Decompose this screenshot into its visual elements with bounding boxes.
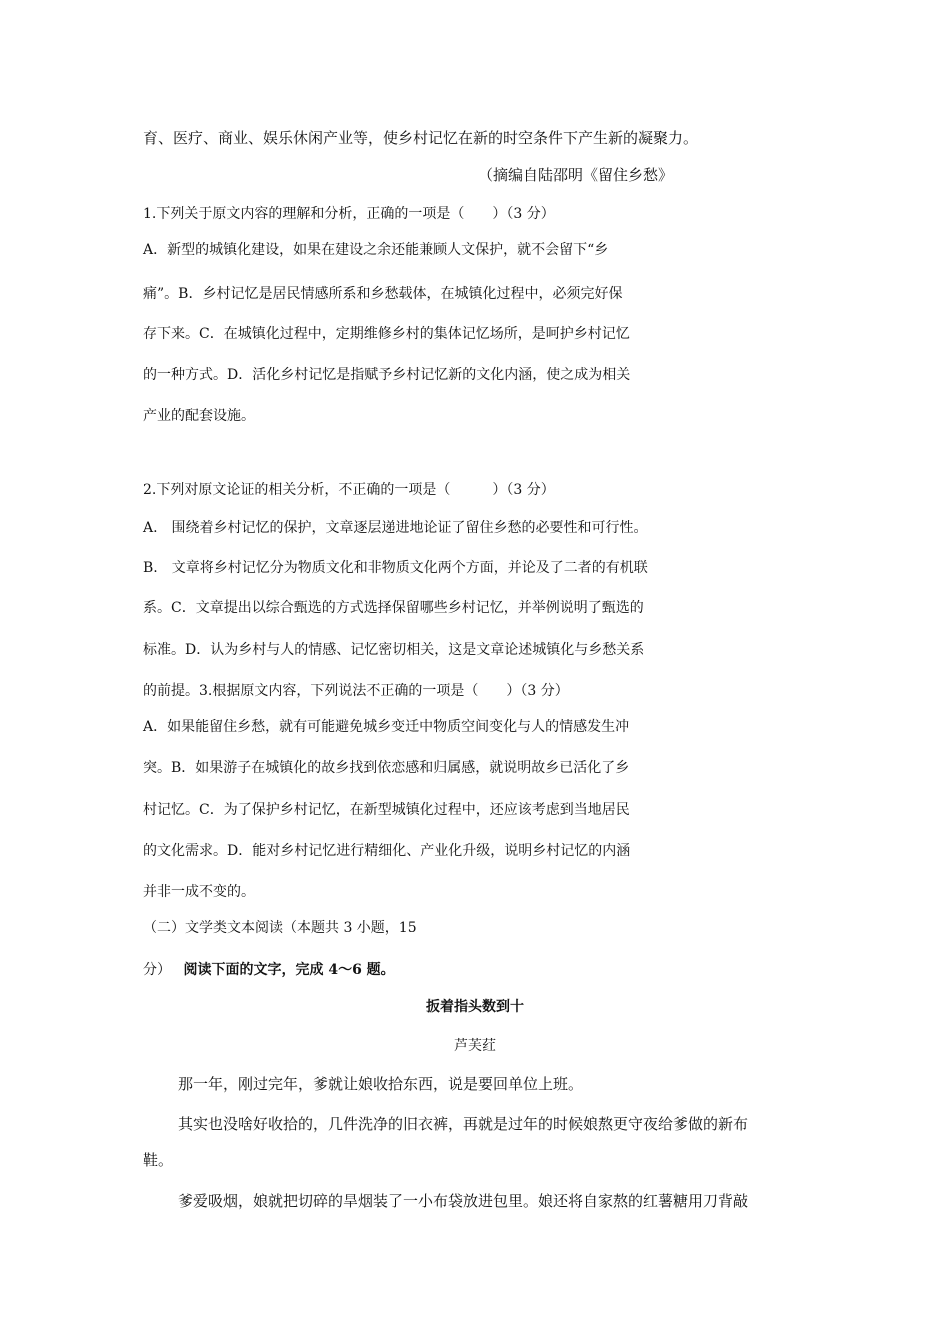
section-heading-continued [143, 960, 395, 980]
section-heading-prefix: 分） [143, 962, 171, 978]
question-2-line: 的前提。3.根据原文内容，下列说法不正确的一项是（ ）（3 分） [143, 683, 569, 699]
question-3-line: 突。B．如果游子在城镇化的故乡找到依恋感和归属感，就说明故乡已活化了乡 [143, 760, 630, 776]
story-paragraph: 爹爱吸烟，娘就把切碎的旱烟装了一小布袋放进包里。娘还将自家熬的红薯糖用刀背敲 [178, 1192, 749, 1210]
question-3-line: A．如果能留住乡愁，就有可能避免城乡变迁中物质空间变化与人的情感发生冲 [143, 719, 630, 735]
question-3-line: 的文化需求。D．能对乡村记忆进行精细化、产业化升级，说明乡村记忆的内涵 [143, 843, 631, 859]
section-heading: （二）文学类文本阅读（本题共 3 小题，15 [143, 920, 417, 936]
question-1-line: 存下来。C．在城镇化过程中，定期维修乡村的集体记忆场所，是呵护乡村记忆 [143, 326, 630, 342]
question-2-line: 标准。D．认为乡村与人的情感、记忆密切相关，这是文章论述城镇化与乡愁关系 [143, 642, 645, 658]
section-instruction: 阅读下面的文字，完成 4～6 题。 [183, 962, 395, 978]
question-1-line: 痛”。B．乡村记忆是居民情感所系和乡愁载体，在城镇化过程中，必须完好保 [143, 286, 623, 302]
question-1-line: 的一种方式。D．活化乡村记忆是指赋予乡村记忆新的文化内涵，使之成为相关 [143, 367, 631, 383]
question-2-stem: 2.下列对原文论证的相关分析，不正确的一项是（ ）（3 分） [143, 482, 555, 498]
passage-last-line: 育、医疗、商业、娱乐休闲产业等，使乡村记忆在新的时空条件下产生新的凝聚力。 [143, 129, 699, 147]
question-3-line: 并非一成不变的。 [143, 884, 255, 900]
story-paragraph-continued: 鞋。 [143, 1151, 174, 1169]
question-1-line: 产业的配套设施。 [143, 408, 255, 424]
question-2-line: 系。C．文章提出以综合甄选的方式选择保留哪些乡村记忆，并举例说明了甄选的 [143, 600, 644, 616]
story-paragraph: 那一年，刚过完年，爹就让娘收拾东西，说是要回单位上班。 [178, 1075, 584, 1093]
question-1-stem: 1.下列关于原文内容的理解和分析，正确的一项是（ ）（3 分） [143, 206, 555, 222]
source-citation: （摘编自陆邵明《留住乡愁》 [478, 166, 674, 184]
question-3-line: 村记忆。C．为了保护乡村记忆，在新型城镇化过程中，还应该考虑到当地居民 [143, 802, 630, 818]
question-2-line: B. 文章将乡村记忆分为物质文化和非物质文化两个方面，并论及了二者的有机联 [143, 560, 648, 576]
question-1-line: A．新型的城镇化建设，如果在建设之余还能兼顾人文保护，就不会留下“乡 [143, 242, 609, 258]
story-author: 芦芙荭 [454, 1038, 496, 1054]
story-title: 扳着指头数到十 [426, 999, 524, 1015]
question-2-line: A. 围绕着乡村记忆的保护，文章逐层递进地论证了留住乡愁的必要性和可行性。 [143, 520, 648, 536]
story-paragraph: 其实也没啥好收拾的，几件洗净的旧衣裤，再就是过年的时候娘熬更守夜给爹做的新布 [178, 1115, 749, 1133]
